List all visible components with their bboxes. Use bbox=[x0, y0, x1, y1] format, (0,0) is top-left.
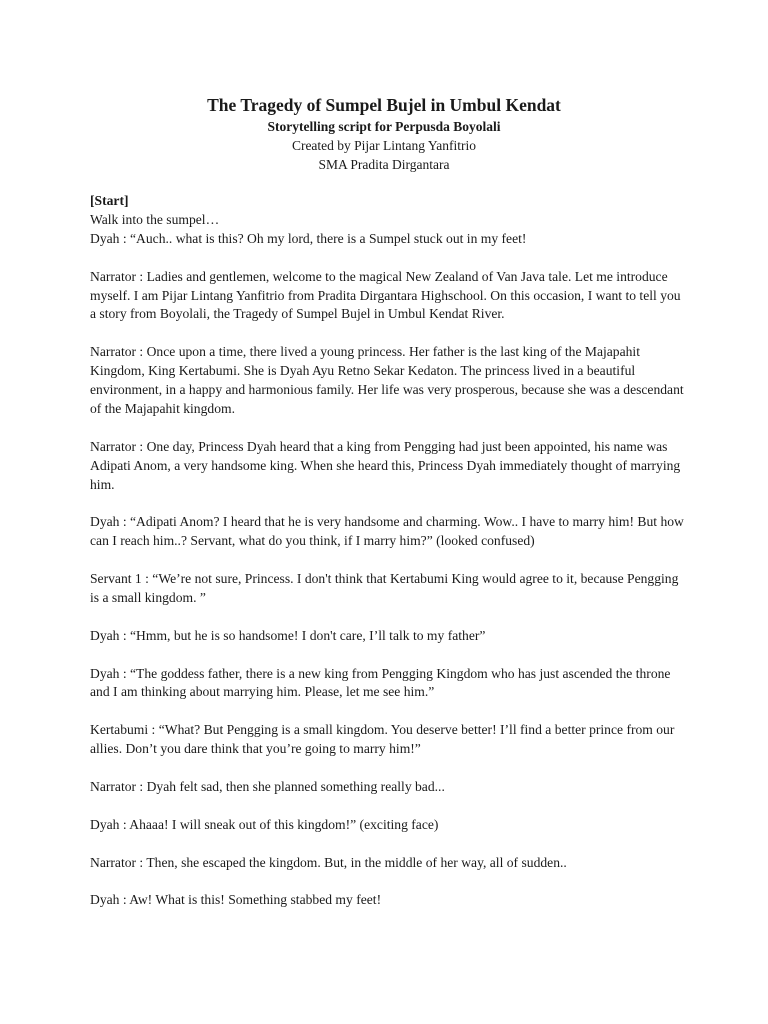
script-paragraph-narrator-sad: Narrator : Dyah felt sad, then she planned something really bad... bbox=[90, 778, 445, 794]
document-header bbox=[0, 94, 768, 174]
script-paragraph-dyah-ahaaa: Dyah : Ahaaa! I will sneak out of this kingdom!” (exciting face) bbox=[90, 816, 439, 832]
script-body bbox=[90, 192, 690, 929]
script-paragraph-kertabumi: Kertabumi : “What? But Pengging is a small kingdom. You deserve better! I’ll find a better prince from our allies. Don’t you dare think that you’re going to marry him!” bbox=[90, 722, 675, 757]
script-paragraph-dyah-goddess: Dyah : “The goddess father, there is a new king from Pengging Kingdom who has just ascended the throne and I am thinking about marrying him. Please, let me see him.” bbox=[90, 665, 671, 700]
script-paragraph-narrator-oneday: Narrator : One day, Princess Dyah heard that a king from Pengging had just been appointed, his name was Adipati Anom, a very handsome king. When she heard this, Princess Dyah immediately thought of marrying him. bbox=[90, 438, 681, 492]
school-line: SMA Pradita Dirgantara bbox=[318, 157, 450, 172]
script-line-dyah-auch: Dyah : “Auch.. what is this? Oh my lord, there is a Sumpel stuck out in my feet! bbox=[90, 230, 527, 246]
document-title: The Tragedy of Sumpel Bujel in Umbul Kendat bbox=[207, 95, 561, 115]
script-paragraph-narrator-intro: Narrator : Ladies and gentlemen, welcome to the magical New Zealand of Van Java tale. Let me introduce myself. I am Pijar Lintang Yanfitrio from Pradita Dirgantara Highschool. On this occasion, I want to tell you a story from Boyolali, the Tragedy of Sumpel Bujel in Umbul Kendat River. bbox=[90, 268, 681, 322]
start-label: [Start] bbox=[90, 193, 129, 208]
script-paragraph-dyah-aw: Dyah : Aw! What is this! Something stabbed my feet! bbox=[90, 892, 382, 908]
author-line: Created by Pijar Lintang Yanfitrio bbox=[291, 138, 477, 153]
document-subtitle: Storytelling script for Perpusda Boyolali bbox=[267, 119, 501, 134]
script-paragraph-servant: Servant 1 : “We’re not sure, Princess. I don't think that Kertabumi King would agree to it, because Pengging is a small kingdom. ” bbox=[90, 571, 679, 605]
script-paragraph-dyah-adipati: Dyah : “Adipati Anom? I heard that he is very handsome and charming. Wow.. I have to marry him! But how can I reach him..? Servant, what do you think, if I marry him?” (looked confused) bbox=[90, 514, 684, 549]
script-paragraph-narrator-escaped: Narrator : Then, she escaped the kingdom. But, in the middle of her way, all of sudden.. bbox=[90, 854, 567, 870]
script-paragraph-dyah-hmm: Dyah : “Hmm, but he is so handsome! I don't care, I’ll talk to my father” bbox=[90, 627, 486, 643]
script-paragraph-narrator-once: Narrator : Once upon a time, there lived a young princess. Her father is the last king of the Majapahit Kingdom, King Kertabumi. She is Dyah Ayu Retno Sekar Kedaton. The princess lived in a beautiful environment, in a happy and harmonious family. Her life was very prosperous, because she was a descendant of the Majapahit kingdom. bbox=[90, 344, 684, 416]
script-line-walk: Walk into the sumpel… bbox=[90, 211, 220, 227]
